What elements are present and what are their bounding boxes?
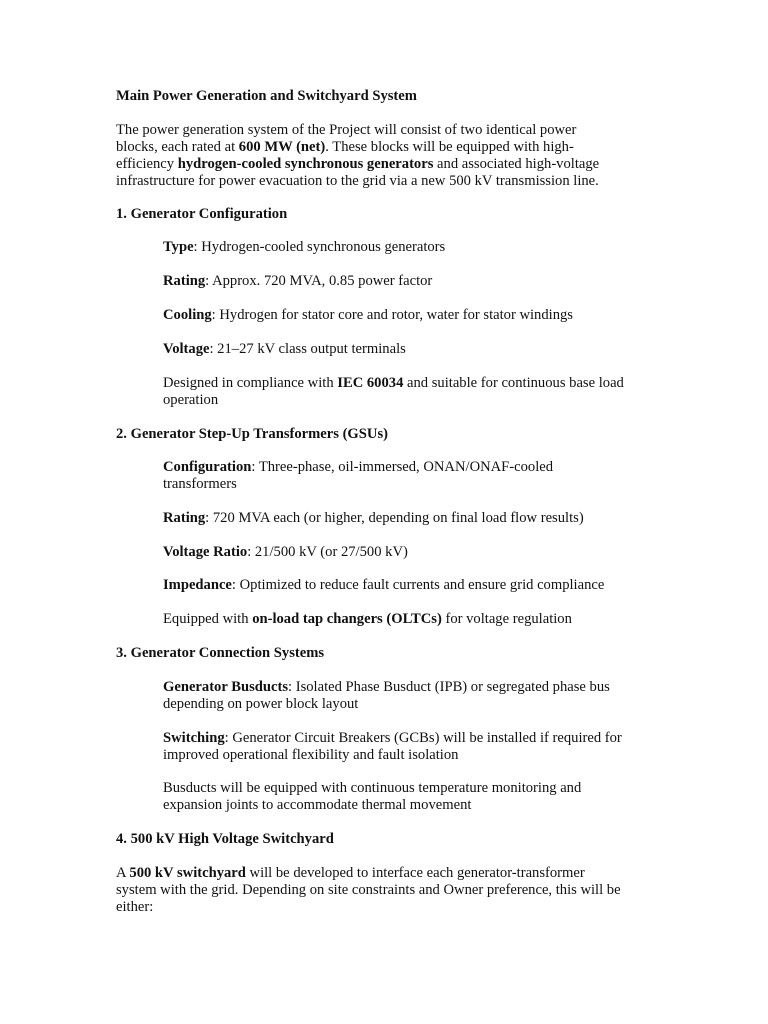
list-item-cooling: Cooling: Hydrogen for stator core and rotor, water for stator windings [163,307,573,323]
list-item-oltc: Equipped with on-load tap changers (OLTCs) for voltage regulation [163,611,572,627]
intro-line: blocks, each rated at 600 MW (net). These blocks will be equipped with high- [116,139,574,155]
list-item-monitoring-cont: expansion joints to accommodate thermal movement [163,797,472,813]
list-item-rating: Rating: 720 MVA each (or higher, depending on final load flow results) [163,510,584,526]
list-item-busducts-cont: depending on power block layout [163,696,359,712]
section-heading-switchyard: 4. 500 kV High Voltage Switchyard [116,831,334,847]
document-title: Main Power Generation and Switchyard System [116,88,417,104]
section-heading-generator-configuration: 1. Generator Configuration [116,206,288,222]
list-item-configuration-cont: transformers [163,476,237,492]
list-item-type: Type: Hydrogen-cooled synchronous generators [163,239,446,255]
list-item-impedance: Impedance: Optimized to reduce fault currents and ensure grid compliance [163,577,605,593]
list-item-voltage-ratio: Voltage Ratio: 21/500 kV (or 27/500 kV) [163,544,408,560]
list-item-switching: Switching: Generator Circuit Breakers (GCBs) will be installed if required for [163,730,622,746]
list-item-voltage: Voltage: 21–27 kV class output terminals [163,341,406,357]
list-item-busducts: Generator Busducts: Isolated Phase Busduct (IPB) or segregated phase bus [163,679,610,695]
intro-line: efficiency hydrogen-cooled synchronous generators and associated high-voltage [116,156,600,172]
intro-line: infrastructure for power evacuation to the grid via a new 500 kV transmission line. [116,173,599,189]
intro-line: The power generation system of the Project will consist of two identical power [116,122,577,138]
list-item-compliance: Designed in compliance with IEC 60034 and suitable for continuous base load [163,375,624,391]
list-item-compliance-cont: operation [163,392,219,408]
switchyard-line: either: [116,899,154,915]
list-item-configuration: Configuration: Three-phase, oil-immersed, ONAN/ONAF-cooled [163,459,554,475]
section-heading-connection-systems: 3. Generator Connection Systems [116,645,325,661]
section-heading-gsu: 2. Generator Step-Up Transformers (GSUs) [116,426,388,442]
list-item-switching-cont: improved operational flexibility and fault isolation [163,747,459,763]
switchyard-line: A 500 kV switchyard will be developed to interface each generator-transformer [116,865,585,881]
list-item-monitoring: Busducts will be equipped with continuous temperature monitoring and [163,780,582,796]
list-item-rating: Rating: Approx. 720 MVA, 0.85 power factor [163,273,433,289]
switchyard-line: system with the grid. Depending on site constraints and Owner preference, this will be [116,882,621,898]
